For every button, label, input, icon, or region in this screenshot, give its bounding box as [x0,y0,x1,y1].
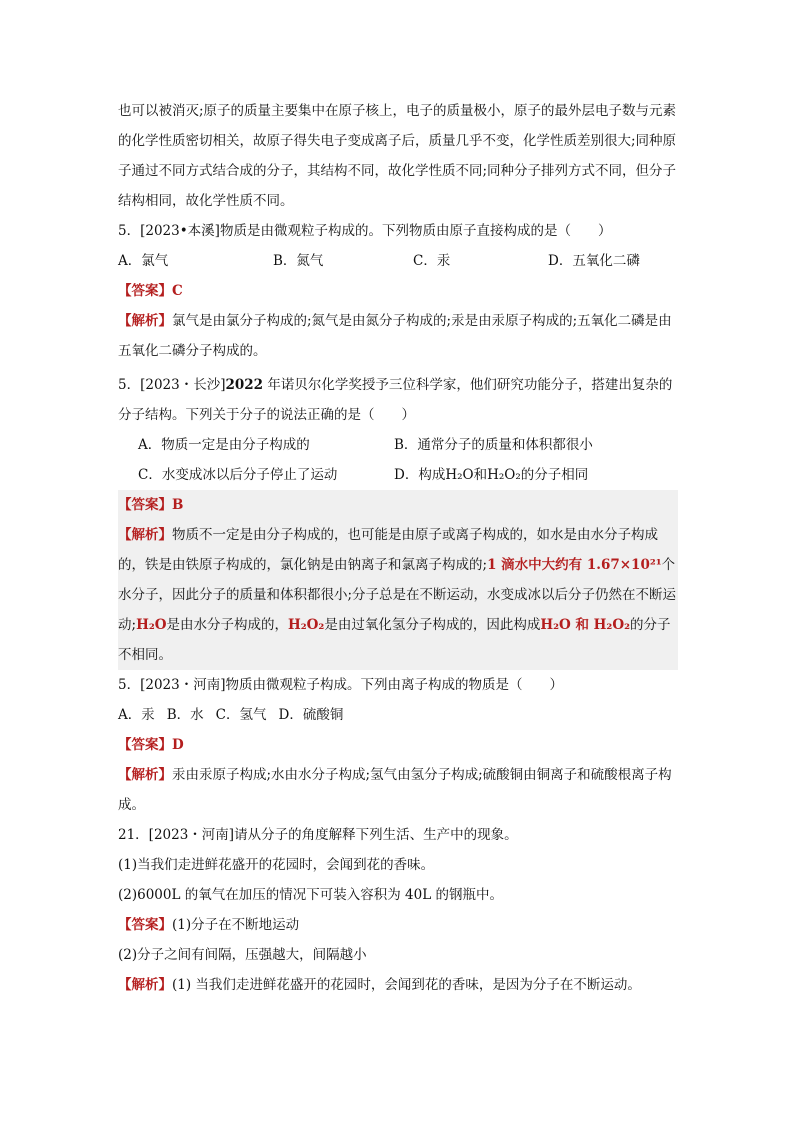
analysis-text: 氯气是由氯分子构成的;氮气是由氮分子构成的;汞是由汞原子构成的;五氧化二磷是由五氧化二磷分子构成的。 [118,313,672,359]
answer-tag: 【答案】 [118,737,172,753]
option-b: B．水 [166,707,204,723]
analysis-text: (1) 当我们走进鲜花盛开的花园时，会闻到花的香味，是因为分子在不断运动。 [172,977,641,993]
analysis-text-2: 1 滴水中大约有 1.67×10²¹ [487,557,662,573]
option-b: B．通常分子的质量和体积都很小 [394,437,593,453]
answer-line [118,490,678,520]
analysis-line [118,970,678,1000]
answer-block [118,490,678,670]
analysis-tag: 【解析】 [118,977,172,993]
option-d: D．硫酸铜 [278,707,344,723]
answer-value: D [172,737,184,753]
analysis-text-5: 是由水分子构成的， [166,617,288,633]
sub-question-1: (1)当我们走进鲜花盛开的花园时，会闻到花的香味。 [118,857,435,873]
option-b: B．氮气 [273,253,324,269]
answer-value: C [172,283,183,299]
analysis-tag: 【解析】 [118,313,172,329]
question-5-benxi [118,216,678,366]
question-21-henan [118,820,678,1000]
sub-question-2: (2)6000L 的氧气在加压的情况下可装入容积为 40L 的钢瓶中。 [118,887,503,903]
question-stem: 21．[2023・河南]请从分子的角度解释下列生活、生产中的现象。 [118,827,518,843]
stem-number: 5．[2023・长沙] [118,377,226,393]
answer-line [118,276,678,306]
question-stem: 5．[2023•本溪]物质是由微观粒子构成的。下列物质由原子直接构成的是（ ） [118,223,612,239]
option-c: C．汞 [413,253,451,269]
option-c: C．水变成冰以后分子停止了运动 [138,467,338,483]
question-5-changsha [118,370,678,670]
analysis-text-8: H₂O 和 H₂O₂ [540,617,631,633]
answer-line-2: (2)分子之间有间隔，压强越大，间隔越小 [118,947,367,963]
intro-paragraph: 也可以被消灭;原子的质量主要集中在原子核上，电子的质量极小，原子的最外层电子数与元素的化学性质密切相关，故原子得失电子变成离子后，质量几乎不变，化学性质差别很大;同种原子通过不同方式结合成的分子，其结构不同，故化学性质不同;同种分子排列方式不同，但分子结构相同，故化学性质不同。 [118,103,677,209]
analysis-tag: 【解析】 [118,527,172,543]
analysis-text-6: H₂O₂ [288,617,325,633]
answer-1: (1)分子在不断地运动 [172,917,300,933]
options-grid [118,430,678,490]
analysis-text-3: 个水分子，因此分子的质量和体积都很小;分子总是在不断运动，水变成冰以后分子仍然在不断运动; [118,557,677,633]
analysis-paragraph [118,306,678,366]
document-page [118,96,678,1000]
question-5-henan [118,670,678,820]
analysis-text-7: 是由过氧化氢分子构成的，因此构成 [324,617,541,633]
answer-line-1 [118,910,678,940]
option-a: A．物质一定是由分子构成的 [138,437,310,453]
options-row [118,700,678,730]
option-a: A．汞 [118,707,155,723]
answer-tag: 【答案】 [118,283,172,299]
answer-tag: 【答案】 [118,497,172,513]
stem-year: 2022 [225,377,264,393]
analysis-text: 汞由汞原子构成;水由水分子构成;氢气由氢分子构成;硫酸铜由铜离子和硫酸根离子构成。 [118,767,672,813]
options-row [118,246,678,276]
analysis-paragraph [118,760,678,820]
answer-tag: 【答案】 [118,917,172,933]
option-d: D．构成H₂O和H₂O₂的分子相同 [394,467,589,483]
analysis-text-1: 物质不一定是由分子构成的，也可能是由原子或离子构成的，如水是由水分子构成的，铁是由铁原子构成的，氯化钠是由钠离子和氯离子构成的; [118,527,658,573]
option-c: C．氢气 [215,707,267,723]
analysis-tag: 【解析】 [118,767,172,783]
analysis-paragraph [118,520,678,670]
option-d: D．五氧化二磷 [548,253,640,269]
question-stem: 5．[2023・河南]物质由微观粒子构成。下列由离子构成的物质是（ ） [118,677,563,693]
answer-value: B [172,497,184,513]
option-a: A．氯气 [118,253,169,269]
stem-text: 年诺贝尔化学奖授予三位科学家，他们研究功能分子，搭建出复杂的分子结构。下列关于分子的说法正确的是（ ） [118,377,673,423]
analysis-text-9: 的分子不相同。 [118,617,671,663]
answer-line [118,730,678,760]
analysis-text-4: H₂O [136,617,167,633]
question-stem [118,370,678,430]
